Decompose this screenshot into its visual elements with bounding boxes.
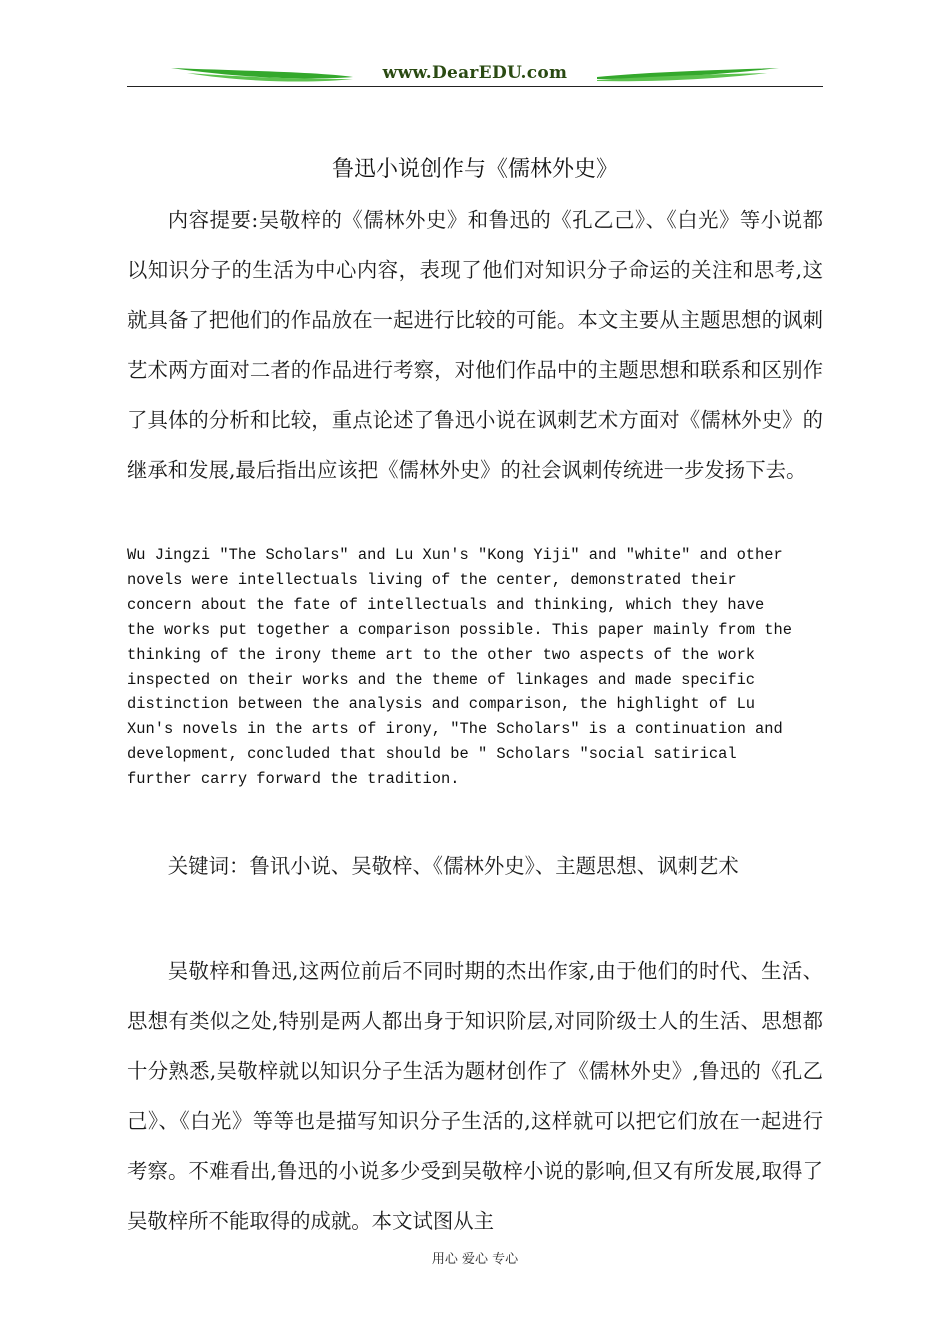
header-divider [127,86,823,87]
site-logo-text: www.DearEDU.com [382,63,568,83]
body-paragraph: 吴敬梓和鲁迅,这两位前后不同时期的杰出作家,由于他们的时代、生活、思想有类似之处,特别是两人都出身于知识阶层,对同阶级士人的生活、思想都十分熟悉,吴敬梓就以知识分子生活为题材创作了《儒林外史》,鲁迅的《孔乙己》、《白光》等等也是描写知识分子生活的,这样就可以把它们放在一起进行考察。不难看出,鲁迅的小说多少受到吴敬梓小说的影响,但又有所发展,取得了吴敬梓所不能取得的成就。本文试图从主 [127,959,823,1233]
abstract-chinese: 内容提要:吴敬梓的《儒林外史》和鲁迅的《孔乙己》、《白光》等小说都以知识分子的生活为中心内容，表现了他们对知识分子命运的关注和思考,这就具备了把他们的作品放在一起进行比较的可能。本文主要从主题思想的讽刺艺术两方面对二者的作品进行考察，对他们作品中的主题思想和联系和区别作了具体的分析和比较，重点论述了鲁迅小说在讽刺艺术方面对《儒林外史》的继承和发展,最后指出应该把《儒林外史》的社会讽刺传统进一步发扬下去。 [127,208,823,482]
page-footer: 用心 爱心 专心 [431,1252,519,1267]
document-title: 鲁迅小说创作与《儒林外史》 [331,157,618,182]
keywords-line: 关键词：鲁讯小说、吴敬梓、《儒林外史》、主题思想、讽刺艺术 [167,854,739,878]
abstract-english: Wu Jingzi "The Scholars" and Lu Xun's "Kong Yiji" and "white" and other novels were intellectuals living of the center, demonstrated their concern about the fate of intellectuals and thinking, which they have the works put together a comparison possible. This paper mainly from the thinking of the irony theme art to the other two aspects of the work inspected on their works and the theme of linkages and made specific distinction between the analysis and comparison, the highlight of Lu Xun's novels in the arts of irony, "The Scholars" is a continuation and development, concluded that should be " Scholars "social satirical further carry forward the tradition. [127,546,792,789]
page-header [127,62,823,90]
